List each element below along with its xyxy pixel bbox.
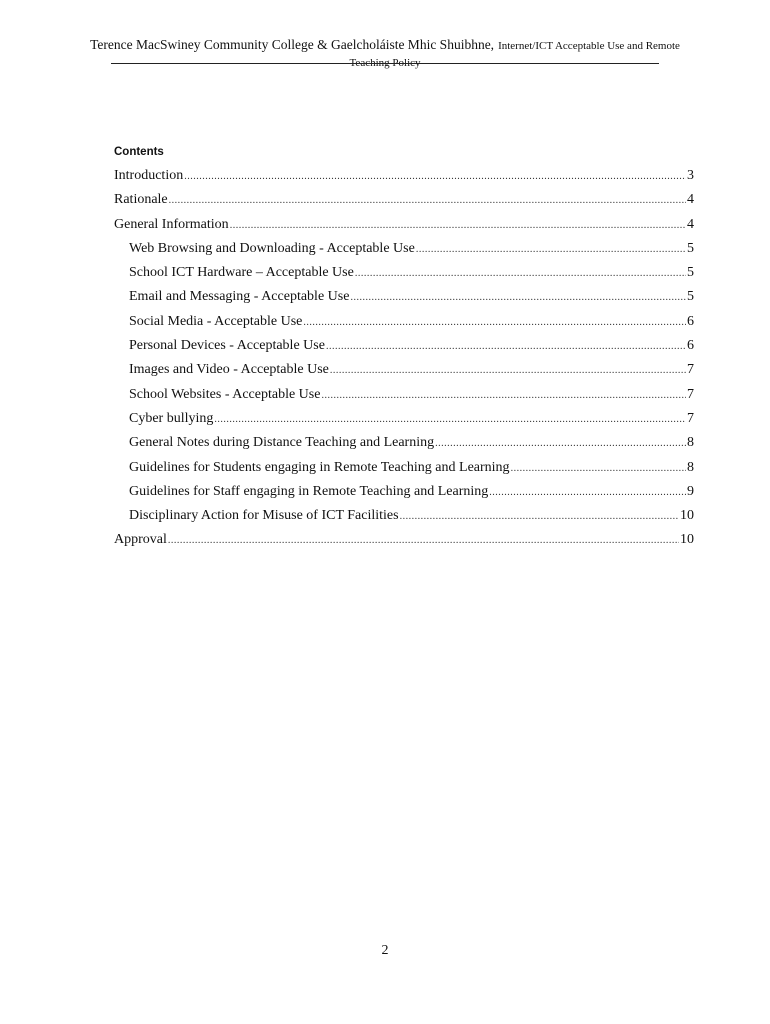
toc-entry-general-information[interactable] <box>114 217 694 241</box>
toc-entry-page: 4 <box>687 192 694 208</box>
toc-leader <box>330 365 686 376</box>
toc-leader <box>355 268 686 279</box>
toc-entry-approval[interactable] <box>114 532 694 556</box>
table-of-contents <box>114 168 694 557</box>
toc-entry-page: 8 <box>687 459 694 475</box>
contents-heading: Contents <box>114 146 164 158</box>
toc-leader <box>435 438 686 449</box>
toc-entry-label: School Websites - Acceptable Use <box>129 386 321 402</box>
toc-entry-page: 10 <box>680 508 694 524</box>
toc-leader <box>416 244 686 255</box>
toc-entry-label: Guidelines for Students engaging in Remote Teaching and Learning <box>129 459 510 475</box>
toc-entry-student-guidelines[interactable] <box>114 460 694 484</box>
toc-entry-page: 10 <box>680 532 694 548</box>
toc-leader <box>511 463 686 474</box>
running-header <box>40 37 730 71</box>
toc-entry-school-ict-hardware[interactable] <box>114 265 694 289</box>
toc-entry-staff-guidelines[interactable] <box>114 484 694 508</box>
toc-leader <box>230 220 686 231</box>
toc-entry-school-websites[interactable] <box>114 387 694 411</box>
toc-entry-rationale[interactable] <box>114 192 694 216</box>
toc-leader <box>169 195 686 206</box>
toc-entry-page: 6 <box>687 313 694 329</box>
toc-entry-web-browsing[interactable] <box>114 241 694 265</box>
toc-entry-label: Introduction <box>114 168 184 183</box>
toc-leader <box>321 390 686 401</box>
toc-leader <box>400 511 679 522</box>
toc-leader <box>168 535 679 546</box>
toc-leader <box>184 171 686 182</box>
toc-entry-page: 5 <box>687 265 694 281</box>
toc-leader <box>303 317 686 328</box>
toc-entry-label: Approval <box>114 532 167 548</box>
toc-entry-label: Guidelines for Staff engaging in Remote Teaching and Learning <box>129 483 489 499</box>
toc-entry-introduction[interactable] <box>114 168 694 192</box>
toc-entry-label: Web Browsing and Downloading - Acceptable Use <box>129 240 415 256</box>
toc-entry-page: 7 <box>687 410 694 426</box>
toc-leader <box>214 414 686 425</box>
toc-entry-label: School ICT Hardware – Acceptable Use <box>129 265 354 281</box>
toc-entry-personal-devices[interactable] <box>114 338 694 362</box>
page-number: 2 <box>381 943 389 958</box>
toc-entry-cyber-bullying[interactable] <box>114 411 694 435</box>
toc-entry-page: 6 <box>687 338 694 354</box>
toc-leader <box>326 341 686 352</box>
toc-entry-label: Images and Video - Acceptable Use <box>129 362 329 378</box>
toc-entry-page: 5 <box>687 289 694 305</box>
toc-entry-page: 5 <box>687 240 694 256</box>
toc-entry-label: Disciplinary Action for Misuse of ICT Facilities <box>129 508 399 524</box>
toc-entry-email-messaging[interactable] <box>114 289 694 313</box>
toc-entry-label: General Information <box>114 216 229 232</box>
toc-entry-distance-teaching-notes[interactable] <box>114 435 694 459</box>
toc-entry-social-media[interactable] <box>114 314 694 338</box>
header-rule <box>111 63 659 64</box>
toc-entry-label: General Notes during Distance Teaching and Learning <box>129 435 435 451</box>
toc-entry-label: Email and Messaging - Acceptable Use <box>129 289 350 305</box>
toc-entry-page: 9 <box>687 483 694 499</box>
toc-entry-images-video[interactable] <box>114 362 694 386</box>
toc-entry-label: Rationale <box>114 192 168 208</box>
toc-leader <box>350 292 686 303</box>
header-policy-title-continued: Teaching Policy <box>349 57 421 69</box>
toc-entry-disciplinary-action[interactable] <box>114 508 694 532</box>
toc-entry-page: 3 <box>687 168 694 183</box>
toc-entry-page: 4 <box>687 216 694 232</box>
toc-entry-page: 8 <box>687 435 694 451</box>
header-school-name: Terence MacSwiney Community College & Gaelcholáiste Mhic Shuibhne, <box>90 37 495 52</box>
toc-entry-page: 7 <box>687 362 694 378</box>
toc-entry-label: Cyber bullying <box>129 410 214 426</box>
toc-leader <box>489 487 686 498</box>
toc-entry-label: Social Media - Acceptable Use <box>129 313 303 329</box>
toc-entry-label: Personal Devices - Acceptable Use <box>129 338 325 354</box>
toc-entry-page: 7 <box>687 386 694 402</box>
header-policy-title: Internet/ICT Acceptable Use and Remote <box>498 40 680 52</box>
